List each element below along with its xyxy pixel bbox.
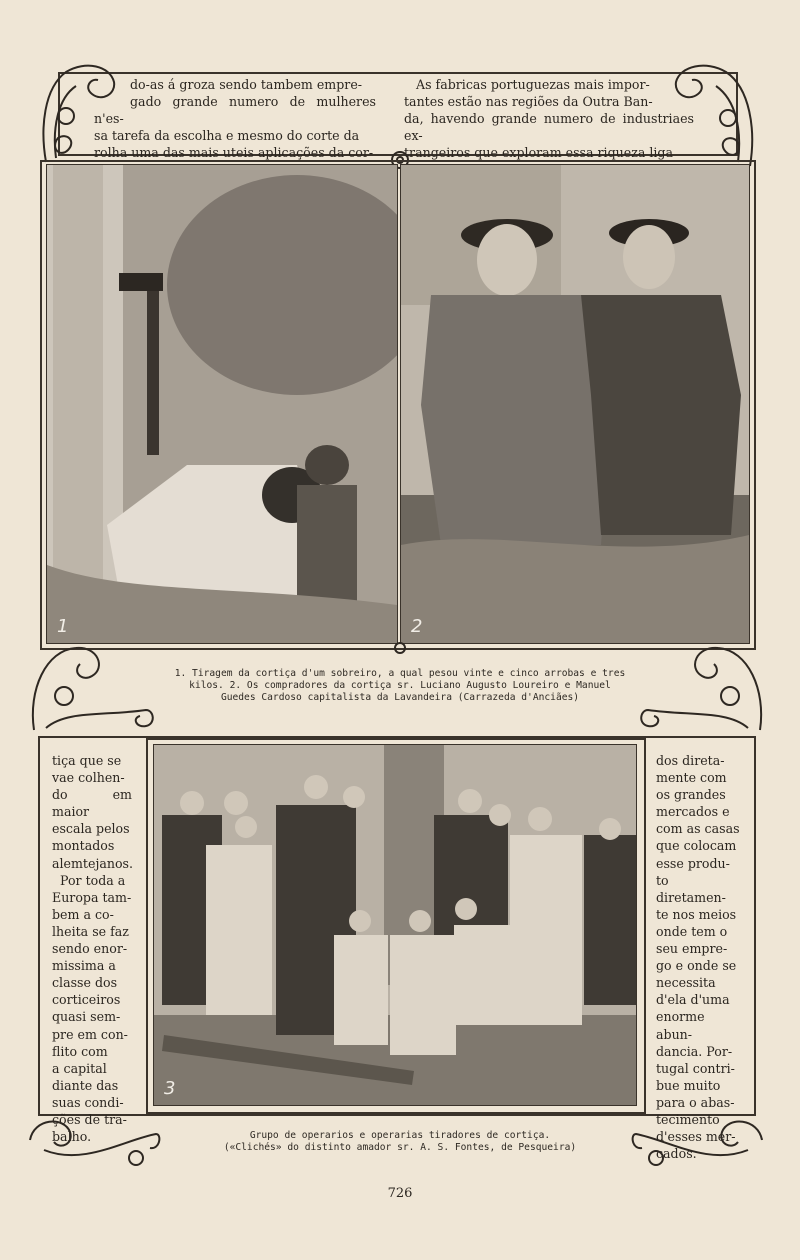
text-line: classe dos <box>52 975 118 991</box>
text-line: suas condi- <box>52 1094 124 1110</box>
text-line: do em maior <box>52 787 132 820</box>
text-line: cados. <box>656 1146 697 1162</box>
text-line: trangeiros que exploram essa riqueza liga <box>404 145 673 160</box>
text-line: tecimento <box>656 1111 720 1127</box>
text-line: esse produ- <box>656 855 730 871</box>
text-line: do-as á groza sendo tambem empre- <box>130 77 363 92</box>
text-line: alemtejanos. <box>52 855 134 871</box>
caption-photo-3 <box>180 1130 620 1154</box>
text-line: sendo enor- <box>52 941 128 957</box>
left-text-column <box>52 752 132 1145</box>
caption-line: kilos. 2. Os compradores da cortiça sr. Luciano Augusto Loureiro e Manuel <box>189 680 611 691</box>
caption-line: («Clichés» do distinto amador sr. A. S. Fontes, de Pesqueira) <box>223 1142 577 1153</box>
photo-number: 3 <box>164 1078 176 1099</box>
text-line: d'esses mer- <box>656 1129 736 1145</box>
text-line: a capital <box>52 1060 107 1076</box>
photo-cork-buyers <box>400 164 750 644</box>
text-line: rolha uma das mais uteis aplicações da cor- <box>94 145 374 160</box>
text-line: gado grande numero de mulheres n'es- <box>94 94 376 126</box>
text-line: tugal contri- <box>656 1060 735 1076</box>
caption-line: Grupo de operarios e operarias tiradores de cortiça. <box>249 1130 551 1141</box>
text-line: dos direta- <box>656 753 725 768</box>
text-line: montados <box>52 838 115 854</box>
top-text-right <box>404 76 694 161</box>
text-line: bem a co- <box>52 906 114 922</box>
text-line: tiça que se <box>52 753 122 768</box>
text-line: mercados e <box>656 804 730 820</box>
text-line: da, havendo grande numero de industriaes ex- <box>404 111 694 143</box>
bottom-ornament-left <box>24 1110 164 1174</box>
text-line: para o abas- <box>656 1094 735 1110</box>
text-line: ções de tra- <box>52 1111 127 1127</box>
text-line: go e onde se <box>656 958 737 974</box>
top-text-left <box>94 76 376 161</box>
side-ornament-left <box>26 640 160 740</box>
side-ornament-right <box>630 638 768 740</box>
text-line: os grandes <box>656 787 726 803</box>
text-line: dancia. Por- <box>656 1043 733 1059</box>
text-line: Europa tam- <box>52 889 132 905</box>
caption-line: Guedes Cardoso capitalista da Lavandeira (Carrazeda d'Anciães) <box>220 692 580 703</box>
text-line: corticeiros <box>52 992 121 1008</box>
caption-line: 1. Tiragem da cortiça d'um sobreiro, a qual pesou vinte e cinco arrobas e tres <box>174 668 626 679</box>
text-line: sa tarefa da escolha e mesmo do corte da <box>94 128 360 143</box>
text-line: bue muito <box>656 1077 721 1093</box>
text-line: pre em con- <box>52 1026 128 1042</box>
text-line: d'ela d'uma <box>656 992 730 1008</box>
text-line: escala pelos <box>52 821 130 837</box>
text-line: diante das <box>52 1077 119 1093</box>
text-line: necessita <box>656 975 716 991</box>
bottom-ornament-right <box>628 1108 768 1174</box>
text-line: missima a <box>52 958 116 974</box>
caption-photos-1-2 <box>150 668 650 704</box>
right-text-column <box>656 752 742 1162</box>
photo-number: 2 <box>411 616 423 637</box>
text-line: te nos meios <box>656 906 737 922</box>
text-line: onde tem o <box>656 923 728 939</box>
text-line: lheita se faz <box>52 923 129 939</box>
text-line: balho. <box>52 1129 92 1145</box>
text-line: mente com <box>656 770 727 786</box>
text-line: enorme abun- <box>656 1009 705 1042</box>
text-line: seu empre- <box>656 941 728 957</box>
text-line: tantes estão nas regiões da Outra Ban- <box>404 94 653 109</box>
text-line: As fabricas portuguezas mais impor- <box>416 77 650 92</box>
photo-number: 1 <box>57 616 69 637</box>
center-ornament-middle <box>386 640 414 656</box>
text-line: flito com <box>52 1043 108 1059</box>
photo-cork-stripping <box>46 164 398 644</box>
text-line: que colocam <box>656 838 737 854</box>
text-line: com as casas <box>656 821 740 837</box>
text-line: to diretamen- <box>656 872 726 905</box>
photo-cork-workers-group <box>153 744 637 1106</box>
text-line: Por toda a <box>60 872 126 888</box>
text-line: vae colhen- <box>52 770 125 786</box>
page-number: 726 <box>387 1186 413 1201</box>
text-line: quasi sem- <box>52 1009 121 1025</box>
